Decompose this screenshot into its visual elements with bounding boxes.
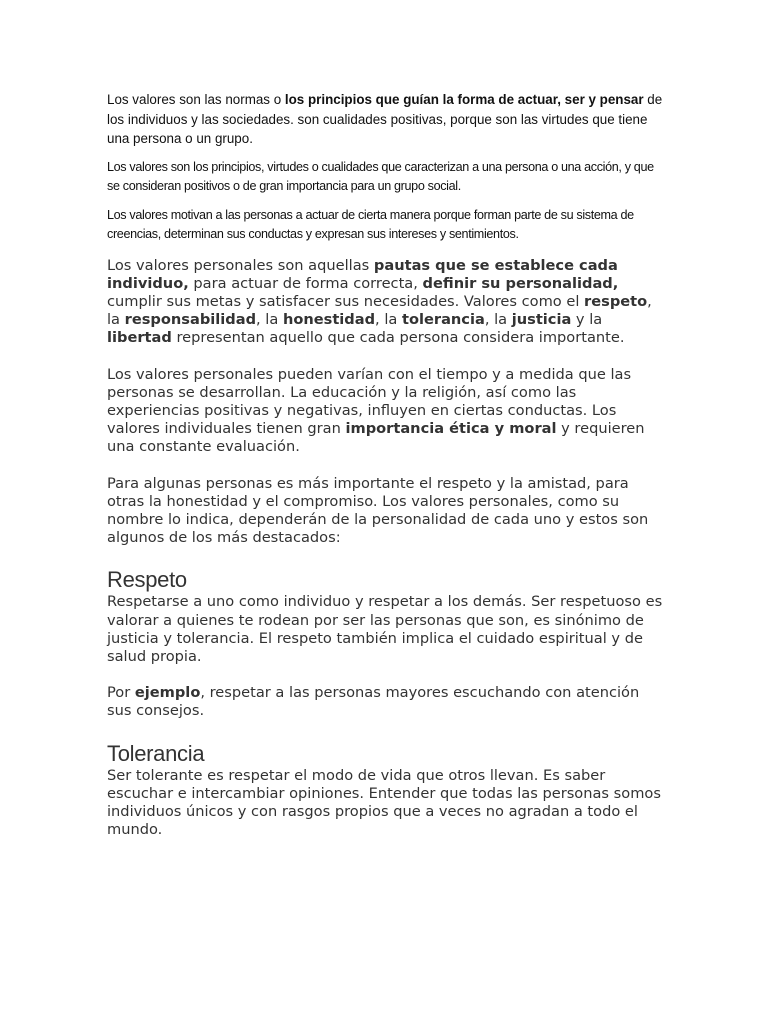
text-run: cumplir sus metas y satisfacer sus necesidades. Valores como el xyxy=(107,292,585,310)
text-run: Los valores personales pueden varían con el tiempo y a medida que las personas se desarrollan. La educación y la religión, así como las experiencias positivas y negativas, influyen en ciertas conductas. Los valores individuales tienen gran xyxy=(107,365,632,438)
tolerancia-paragraph: Ser tolerante es respetar el modo de vida que otros llevan. Es saber escuchar e intercambiar opiniones. Entender que todas las personas somos individuos únicos y con rasgos propios que a veces no agradan a todo el mundo. xyxy=(107,766,661,839)
tolerancia-heading: Tolerancia xyxy=(107,740,205,766)
respeto-example-paragraph xyxy=(107,684,663,720)
text-run: , la xyxy=(256,311,283,329)
text-run: de los individuos y las sociedades. son cualidades positivas, porque son las virtudes que tiene una persona o un grupo. xyxy=(107,92,663,146)
text-run: y la xyxy=(571,311,603,329)
text-run: , la xyxy=(484,311,512,329)
personal-values-paragraph xyxy=(107,257,663,348)
text-run: para actuar de forma correcta, xyxy=(188,274,423,292)
values-change-paragraph xyxy=(107,366,663,457)
bold-run: ejemplo xyxy=(134,684,201,702)
bold-run: pautas que se establece cada individuo, xyxy=(107,256,618,292)
bold-run: definir su personalidad, xyxy=(422,274,619,292)
bold-run: tolerancia xyxy=(401,311,485,329)
text-run: Los valores personales son aquellas xyxy=(107,256,374,274)
text-run: , la xyxy=(107,292,652,329)
text-run: , la xyxy=(375,311,402,329)
document-page xyxy=(107,90,663,839)
bold-run: responsabilidad xyxy=(124,311,257,329)
respeto-heading: Respeto xyxy=(107,567,187,593)
motivation-paragraph: Los valores motivan a las personas a actuar de cierta manera porque forman parte de su sistema de creencias, determinan sus conductas y expresan sus intereses y sentimientos. xyxy=(107,207,634,241)
values-list-intro-paragraph: Para algunas personas es más importante el respeto y la amistad, para otras la honestidad y el compromiso. Los valores personales, como su nombre lo indica, dependerán de la personalidad de cada uno y estos son algunos de los más destacados: xyxy=(107,474,649,547)
bold-run: honestidad xyxy=(282,311,376,329)
text-run: Los valores son las normas o xyxy=(107,92,285,107)
bold-run: justicia xyxy=(511,311,572,329)
text-run: y requieren una constante evaluación. xyxy=(107,420,645,456)
bold-run: respeto xyxy=(584,292,648,310)
text-run: representan aquello que cada persona considera importante. xyxy=(171,329,625,347)
bold-run: los principios que guían la forma de actuar, ser y pensar xyxy=(284,92,644,107)
text-run: , respetar a las personas mayores escuchando con atención sus consejos. xyxy=(107,684,640,720)
definition-paragraph: Los valores son los principios, virtudes o cualidades que caracterizan a una persona o una acción, y que se consideran positivos o de gran importancia para un grupo social. xyxy=(107,159,654,193)
respeto-paragraph: Respetarse a uno como individuo y respetar a los demás. Ser respetuoso es valorar a quienes te rodean por ser las personas que son, es sinónimo de justicia y tolerancia. El respeto también implica el cuidado espiritual y de salud propia. xyxy=(107,593,663,665)
text-run: Por xyxy=(107,684,135,702)
bold-run: importancia ética y moral xyxy=(345,420,557,438)
bold-run: libertad xyxy=(107,329,172,347)
intro-paragraph xyxy=(107,90,663,149)
